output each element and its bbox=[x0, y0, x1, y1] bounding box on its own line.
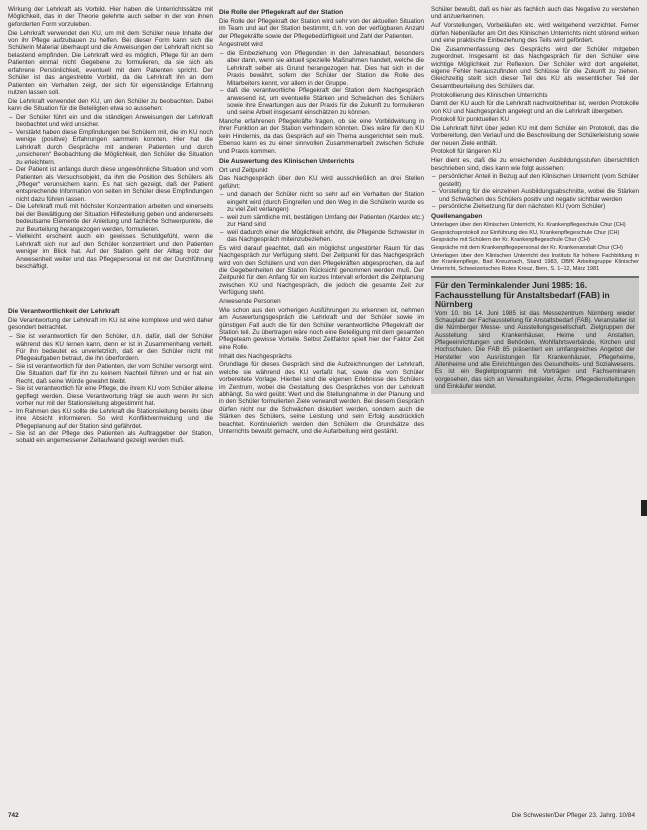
source-item: Gesprächsprotokoll zur Einführung des KU, Krankenpflegeschule Chur (CH) bbox=[431, 229, 620, 236]
source-item: Gespräche mit Schülern der Kr. Krankenpflegeschule Chur (CH) bbox=[431, 237, 590, 244]
paragraph: Ort und Zeitpunkt bbox=[219, 166, 268, 174]
list-item: – und danach der Schüler nicht so sehr auf ein Verhalten der Station eingeht wird (durch Eingreifen und den Weg in die Schülerin wurde es zu viel Zeit verlangen) bbox=[227, 191, 424, 213]
edge-marker bbox=[641, 500, 647, 516]
list-item: – Sie ist verantwortlich für eine Pflege, die ihrem KU vom Schüler alleine gepflegt werden. Diese Verantwortung trägt sie auch wenn ihr sich vorher nur mit der Stationsleitung abgestimmt hat. bbox=[16, 385, 213, 407]
announcement-box bbox=[431, 276, 639, 393]
paragraph: Die Zusammenfassung des Gesprächs wird der Schüler mitgeben zugeordnet. Insgesamt ist das Nachgespräch für den Schüler eine wichtige Möglichkeit zur Reflexion. Der Schüler wird dort angeleitet, eigene Fehler herauszufinden und Schlüsse für die Zukunft zu ziehen. Gleichzeitig stellt sich dieser Teil des KU als wesentlicher Teil der Gesamtbeurteilung des Schülers dar. bbox=[431, 45, 639, 90]
list-item: – Sie ist verantwortlich für den Patienten, der vom Schüler versorgt wird. Die Situation darf für ihn zu keinem Nachteil führen und er hat ein Recht, daß seine Würde gewahrt bleibt. bbox=[16, 363, 213, 385]
subheading: Protokollierung des Klinischen Unterrichts bbox=[431, 91, 548, 99]
paragraph: Es wird darauf geachtet, daß ein möglichst ungestörter Raum für das Nachgespräch zur Verfügung steht. Der Zeitpunkt für das Nachgespräch wird von den Schülern und von den Pflegekräften abgesprochen, da auf die Gegebenheiten der Station Rücksicht genommen werden muß. Der Zeitpunkt für den Anfang für ein kurzes Intervall erfordert die Zeitplanung zwischen KU und Nachgespräch, die jedoch die gesamte Zeit zur Verfügung steht. bbox=[219, 244, 424, 297]
paragraph: Die Verantwortung der Lehrkraft im KU ist eine komplexe und wird daher gesondert betrachtet. bbox=[8, 317, 213, 332]
section-heading: Die Verantwortlichkeit der Lehrkraft bbox=[8, 308, 120, 316]
paragraph: Wie schon aus den vorherigen Ausführungen zu erkennen ist, nehmen am Auswertungsgespräch die Lehrkraft und der Schüler sowie im günstigen Fall auch die für den Schüler verantwortliche Pflegekraft der Station teil. Zu übertragen wäre noch eine Beteiligung mit dem gesamten Pflegeteam gewisse Vorteile. Selbst Zeitfaktor spielt hier der Faktor Zeit eine Rolle. bbox=[219, 306, 424, 351]
announcement-title: Für den Terminkalender Juni 1985: 16. Fachausstellung für Anstaltsbedarf (FAB) in Nürnberg bbox=[435, 280, 610, 310]
list-item: – Der Schüler führt ein und die ständigen Anweisungen der Lehrkraft beobachtet und wird unsicher. bbox=[16, 114, 213, 129]
paragraph: Damit der KU auch für die Lehrkraft nachvollziehbar ist, werden Protokolle von KU und Nachgespräch angelegt und an die Lehrkraft übergeben. bbox=[431, 100, 639, 115]
journal-reference: Die Schwester/Der Pfleger 23. Jahrg. 10/84 bbox=[511, 812, 635, 819]
paragraph: Hier dient es, daß die zu erreichenden Ausbildungsstufen übersichtlich beschrieben sind, dies kann wie folgt aussehen: bbox=[431, 157, 639, 172]
list-item: – die Einbeziehung von Pflegenden in den Jahresablauf, besonders aber dann, wenn sie aktuell spezielle Maßnahmen handelt, welche die Lehrkraft selber als Grund herangezogen hat. Dies hat sich in der Praxis bewährt, sofern der Schüler der Station die Rolle des Mitarbeiters kennt, vor allem in der Gruppe. bbox=[227, 50, 424, 87]
list-item: – Verstärkt haben diese Empfindungen bei Schülern mit, die im KU noch wenige (positive) Erfahrungen sammeln konnten. Hier hat die Lehrkraft durch Gespräche mit anderen Patienten und durch „unsicheren“ Beobachtung die Möglichkeit, den Schüler die Situation zu erleichtern. bbox=[16, 129, 213, 166]
sources-heading: Quellenangaben bbox=[431, 213, 483, 221]
paragraph: Das Nachgespräch über den KU wird ausschließlich an drei Stellen geführt: bbox=[219, 175, 424, 190]
list-item: – persönliche Zielsetzung für den nächsten KU (vom Schüler) bbox=[439, 203, 639, 210]
paragraph: Die Lehrkraft verwendet den KU, um mit dem Schüler neue Inhalte der von ihr Pflege aufzubauen zu helfen. Bei dieser Form kann sich die Schülerin Material überhaupt und die Anweisungen der Lehrkraft nicht so belastend empfinden. Die Lehrkraft wird es möglich, Pflege für an dem Patienten einmal nicht Gegebene zu formulieren, da sie sich als erfahrene Persönlichkeit, eventuell mit dem Patienten spricht. Der Schüler ist das angestrebte Vorbild, da die Lehrkraft ihn an dem Patienten ein Verhalten zeigt, der sich für eigenständige Erfahrung nutzen lassen soll. bbox=[8, 29, 213, 97]
section-heading: Die Rolle der Pflegekraft auf der Station bbox=[219, 9, 344, 16]
list-item: – Vielleicht erscheint auch ein gewisses Schuldgefühl, wenn die Lehrkraft sich nur auf den Schüler konzentriert und den Patienten weniger im Blick hat. Auf der Station geht der Alltag trotz der Anwesenheit weiter und das Pflegepersonal ist mit der Durchführung beschäftigt. bbox=[16, 233, 213, 270]
subheading: Protokoll für punktuellen KU bbox=[431, 116, 510, 124]
list-item: – Sie ist an der Pflege des Patienten als Auftraggeber der Station, sobald ein angemessener Zeitaufwand gezeigt werden muß. bbox=[16, 430, 213, 445]
bullet-list bbox=[431, 173, 639, 210]
source-item: Unterlagen über den Klinischen Unterricht, Kr. Krankenpflegeschule Chur (CH) bbox=[431, 222, 626, 229]
page-number: 742 bbox=[8, 812, 19, 819]
bullet-list bbox=[8, 114, 213, 271]
paragraph: Wirkung der Lehrkraft als Vorbild. Hier haben die Unterrichtssätze mit Möglichkeit, das in der Theorie gelehrte auch selber in der von ihnen geforderten Form vorzuleben. bbox=[8, 6, 213, 28]
paragraph: Die Lehrkraft führt über jeden KU mit dem Schüler ein Protokoll, das die Vorbereitung, den Verlauf und die Beschreibung der Schülerleistung sowie der neuen Ziele enthält. bbox=[431, 124, 639, 147]
subheading: Inhalt des Nachgesprächs bbox=[219, 352, 292, 360]
list-item: – persönlicher Anteil in Bezug auf den Klinischen Unterricht (vom Schüler gestellt) bbox=[439, 173, 639, 188]
list-item: – Im Rahmen des KU sollte die Lehrkraft die Stationsleitung bereits über ihre Absicht informieren. So wird Konfliktvermeidung und die Pflegeplanung auf der Station sind gefährdet. bbox=[16, 408, 213, 430]
section-heading: Die Auswertung des Klinischen Unterrichts bbox=[219, 158, 355, 166]
paragraph: Grundlage für dieses Gespräch sind die Aufzeichnungen der Lehrkraft, welche sie während des KU verfaßt hat, sowie die vom Schüler vorbereitete Vorlage. Hierbei sind die eigenen Erlebnisse des Schülers im Zentrum, wobei die Gestaltung des Gespräches von der Lehrkraft abhängt. So wird geübt: Wert und die Stellungnahme in der Planung und in den Schüler formulierten Ziele verwandt werden. Bei diesem Gespräch dürfen nicht nur die Schwächen diskutiert werden, sondern auch die Stärken des Schülers, seine Leistung und sein Erfolg ausdrücklich beachtet. Kontinuierlich werden den Schülern die Grundsätze des Unterrichts bewußt gemacht, und die Aufarbeitung wird gestärkt. bbox=[219, 361, 424, 436]
paragraph: Die Rolle der Pflegekraft der Station wird sehr von der aktuellen Situation im Team und auf der Station bestimmt, d.h. von der verfügbaren Anzahl der Pflegekräfte sowie der Pflegebedürftigkeit und Zahl der Patienten. bbox=[219, 17, 424, 40]
sources-list bbox=[431, 222, 639, 272]
list-item: – weil dadurch einer die Möglichkeit erhöht, die Pflegende Schwester in das Nachgespräch miteinzubeziehen. bbox=[227, 229, 424, 244]
text-column-2 bbox=[219, 6, 424, 801]
text-column-1 bbox=[8, 6, 213, 801]
list-item: – Der Patient ist anfangs durch diese ungewöhnliche Situation und vom Patienten als Versuchsobjekt, da ihm die Position des Schülers als „Pfleger“ verunsichern kann. Es hat sich gezeigt, daß der Patient entsprechende Information von seiten im Schüler diese Empfindungen nicht dazu führen lassen. bbox=[16, 166, 213, 203]
source-item: Unterlagen über den Klinischen Unterricht des Instituts für höhere Fachbildung in der Krankenpflege, Bad Kreuznach, Stand 1983, DBfK Arbeitsgruppe Klinischer Unterricht, Schweizerisches Rotes Kreuz, Bern, S. 1–12, März 1981 bbox=[431, 252, 639, 272]
subheading: Anwesende Personen bbox=[219, 297, 281, 305]
bullet-list bbox=[8, 333, 213, 445]
list-item: – daß die verantwortliche Pflegekraft der Station dem Nachgespräch anwesend ist, um eventuelle Stärken und Schwächen des Schülers sowie ihre Erwartungen aus der Praxis für die Zukunft zu formulieren und seine Arbeit insgesamt einschätzen zu können. bbox=[227, 87, 424, 117]
source-item: Gespräche mit dem Krankenpflegepersonal der Kr. Krankenanstalt Chur (CH) bbox=[431, 245, 623, 252]
bullet-list bbox=[219, 50, 424, 117]
spacer bbox=[8, 271, 213, 305]
subheading: Protokoll für längeren KU bbox=[431, 148, 502, 156]
list-item: – Sie ist verantwortlich für den Schüler, d.h. dafür, daß der Schüler während des KU lernen kann, denn er ist in Zusammenhang verteilt. Für ihn bedeutet es unverletzlich, daß er den Schüler nicht mit Pflegeaufgaben betraut, die ihn überfordern. bbox=[16, 333, 213, 363]
paragraph: Schüler bewußt, daß es hier als fachlich auch das Negative zu verstehen und anzuerkennen. bbox=[431, 6, 639, 21]
paragraph: Die Lehrkraft verwendet den KU, um den Schüler zu beobachten. Dabei kann die Situation für die Beteiligten etwa so aussehen: bbox=[8, 97, 213, 113]
bullet-list bbox=[219, 191, 424, 243]
text-column-3 bbox=[431, 6, 639, 801]
paragraph: Manche erfahrenen Pflegekräfte fragen, ob sie eine Vorbildwirkung in ihrer Funktion an der Station verhindern könnten. Dies wäre für den KU kein Hindernis, da das Gespräch auf ein Thema ausgerichtet sein muß. Ebenso kann es zu einer sinnvollen Zusammenarbeit zwischen Schule und Praxis kommen. bbox=[219, 117, 424, 155]
paragraph: Auf Vorstellungen, Vorbeiläufen etc. wird weitgehend verzichtet. Ferner dürfen Nebenläufer am Ort des Klinischen Unterrichts nicht störend wirken und eine praktische Einbeziehung des Teils wird gefördert. bbox=[431, 22, 639, 44]
list-item: – Vorstellung für die einzelnen Ausbildungsabschnitte, wobei die Stärken und Schwächen des Schülers positiv und negativ sichtbar werden bbox=[439, 188, 639, 203]
paragraph: Angestrebt wird bbox=[219, 41, 263, 49]
list-item: – weil zum sämtliche mit, bestätigen Umfang der Patienten (Kardex etc.) zur Hand sind bbox=[227, 214, 424, 229]
list-item: – Die Lehrkraft muß mit höchster Konzentration arbeiten und einerseits bei der Bewältigung der Situation Hilfestellung geben und andererseits bedeutsame Elemente der Anleitung und fachliche Schwerpunkte, die zur Beurteilung herangezogen werden, formulieren. bbox=[16, 203, 213, 233]
announcement-text: Vom 10. bis 14. Juni 1985 ist das Messezentrum Nürnberg wieder Schauplatz der Fachausstellung für Anstaltsbedarf (FAB). Veranstalter ist die Nürnberger Messe- und Ausstellungsgesellschaft. Zielgruppen der Ausstellung sind Krankenhäuser, Heime und Anstalten, Pflegeeinrichtungen und Behörden, Wohlfahrtsverbände, Kirchen und Hochschulen. Die FAB 85 präsentiert ein umfangreiches Angebot der Hersteller von Ausrüstungen für Krankenhäuser, Pflegeheime, Altenheime und alle Einrichtungen des Gesundheits- und Sozialwesens. Es ist ein Begleitprogramm mit Vorträgen und Fachseminaren vorgesehen, das sich an Verwaltungsleiter, Ärzte, Pflegedienstleitungen und Einkäufer wendet. bbox=[435, 309, 635, 390]
